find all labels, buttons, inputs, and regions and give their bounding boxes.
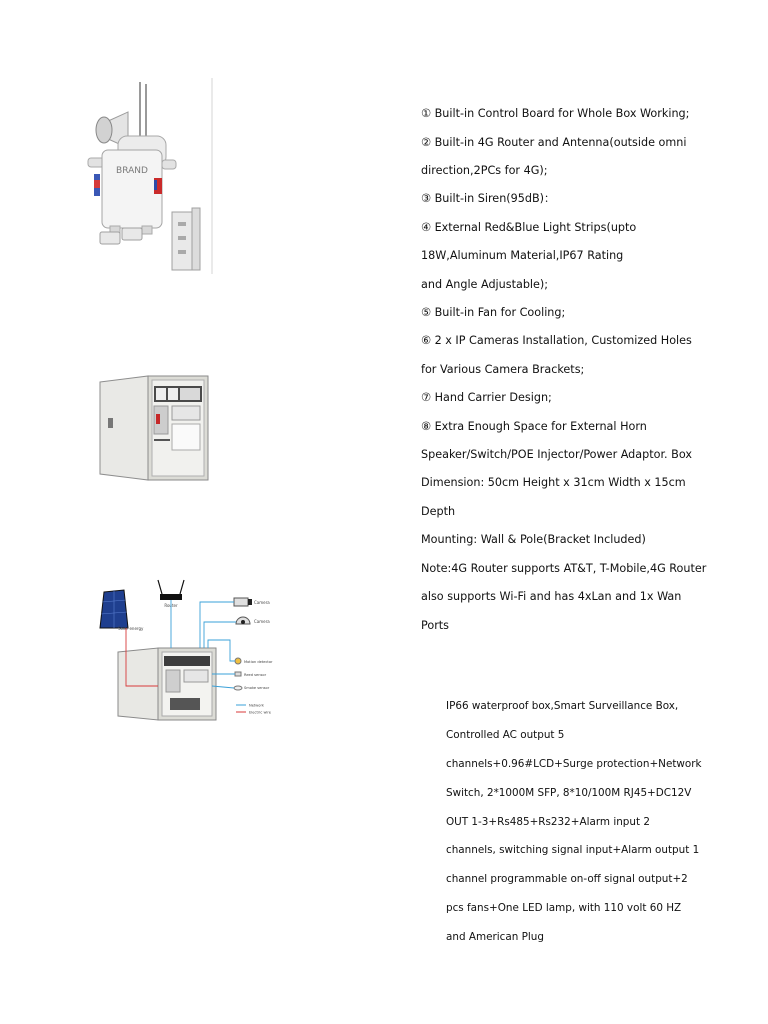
description-line: pcs fans+One LED lamp, with 110 volt 60 HZ xyxy=(446,902,682,915)
description-line: Controlled AC output 5 xyxy=(446,729,565,742)
description-line: IP66 waterproof box,Smart Surveillance Box, xyxy=(446,700,679,713)
wiring-diagram-image xyxy=(96,578,286,724)
diagram-label-reed: Reed sensor xyxy=(244,673,267,677)
spec-line: Ports xyxy=(421,618,450,632)
spec-line: ⑥ 2 x IP Cameras Installation, Customized Holes xyxy=(421,334,692,348)
spec-line: ⑧ Extra Enough Space for External Horn xyxy=(421,419,647,433)
spec-line: Mounting: Wall & Pole(Bracket Included) xyxy=(421,533,646,547)
legend-electric-wire: Electric wire xyxy=(249,710,272,715)
spec-line: ④ External Red&Blue Light Strips(upto xyxy=(421,220,637,234)
spec-line: 18W,Aluminum Material,IP67 Rating xyxy=(421,249,624,263)
spec-line: for Various Camera Brackets; xyxy=(421,362,585,376)
feature-spec-list xyxy=(421,93,721,647)
spec-line: ② Built-in 4G Router and Antenna(outside omni xyxy=(421,135,687,149)
diagram-label-camera-2: Camera xyxy=(254,619,270,624)
robot-surveillance-box-image xyxy=(80,78,220,278)
diagram-label-smoke: Smoke sensor xyxy=(244,686,270,690)
spec-line: Speaker/Switch/POE Injector/Power Adaptor. Box xyxy=(421,448,692,462)
diagram-label-router: Router xyxy=(164,603,178,608)
product-description xyxy=(446,685,708,959)
spec-line: and Angle Adjustable); xyxy=(421,277,549,291)
legend-network: Network xyxy=(249,703,265,708)
spec-line: Note:4G Router supports AT&T, T-Mobile,4G Router xyxy=(421,561,707,575)
spec-line: Depth xyxy=(421,504,456,518)
diagram-label-solar: Solar energy xyxy=(118,626,144,631)
brand-label: BRAND xyxy=(116,166,148,176)
spec-line: also supports Wi-Fi and has 4xLan and 1x Wan xyxy=(421,590,682,604)
diagram-label-camera-1: Camera xyxy=(254,600,270,605)
spec-line: ⑦ Hand Carrier Design; xyxy=(421,391,552,405)
diagram-label-motion: Motion detector xyxy=(244,660,273,664)
description-line: channels, switching signal input+Alarm output 1 xyxy=(446,844,700,857)
spec-line: ③ Built-in Siren(95dB)： xyxy=(421,192,556,206)
description-line: channel programmable on-off signal output+2 xyxy=(446,873,688,886)
spec-line: Dimension: 50cm Height x 31cm Width x 15cm xyxy=(421,476,686,490)
spec-line: direction,2PCs for 4G); xyxy=(421,164,548,178)
spec-line: ① Built-in Control Board for Whole Box Working; xyxy=(421,107,690,121)
description-line: and American Plug xyxy=(446,930,544,943)
description-line: channels+0.96#LCD+Surge protection+Network xyxy=(446,758,702,771)
description-line: Switch, 2*1000M SFP, 8*10/100M RJ45+DC12V xyxy=(446,786,692,799)
open-cabinet-image xyxy=(96,374,212,484)
description-line: OUT 1-3+Rs485+Rs232+Alarm input 2 xyxy=(446,815,650,828)
spec-line: ⑤ Built-in Fan for Cooling; xyxy=(421,306,566,320)
